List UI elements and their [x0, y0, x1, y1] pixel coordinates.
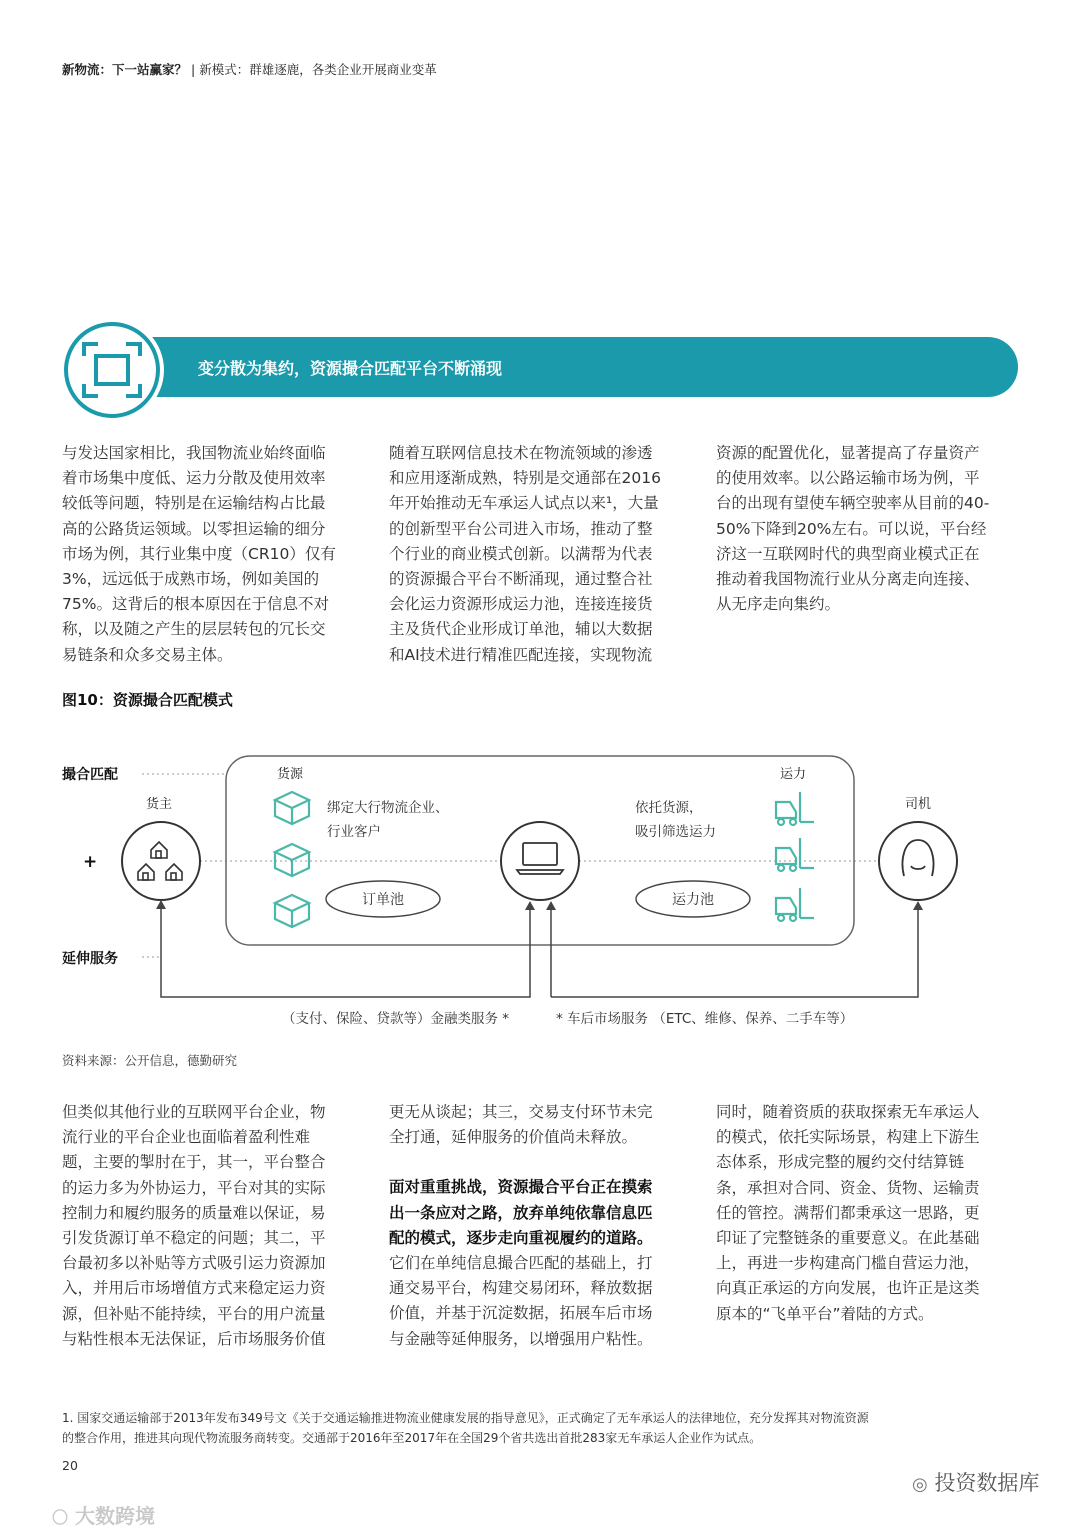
lower-column-3: 同时，随着资质的获取探索无车承运人 的模式，依托实际场景，构建上下游生 态体系，形成完整的履约交付结算链 条，承担对合同、资金、货物、运输责 任的管控。满帮们都秉承这一思路，更 印证了完整链条的重要意义。在此基础 上，再进一步构建高门槛自营运力池， 向真正承运的方向发展，也许正是这类 原本的“飞单平台”着陆的方式。: [716, 1103, 980, 1323]
banner-title: 变分散为集约，资源撮合匹配平台不断涌现: [198, 359, 503, 378]
package-icon: [275, 792, 309, 927]
figure-title: 图10：资源撮合匹配模式: [62, 691, 233, 709]
capacity-label: 运力: [780, 767, 807, 782]
cargo-source-text-2: 行业客户: [327, 824, 381, 840]
highlight-paragraph: 面对重重挑战，资源撮合平台正在摸索 出一条应对之路，放弃单纯依靠信息匹 配的模式，逐步走向重视履约的道路。: [389, 1178, 653, 1247]
capacity-text-1: 依托货源，: [635, 800, 703, 816]
header-subtitle: 新模式：群雄逐鹿，各类企业开展商业变革: [199, 62, 437, 77]
intro-column-2: 随着互联网信息技术在物流领域的渗透 和应用逐渐成熟，特别是交通部在2016 年开始推动无车承运人试点以来¹，大量 的创新型平台公司进入市场，推动了整 个行业的商业模式创新。以满帮为代表 的资源撮合平台不断涌现，通过整合社 会化运力资源形成运力池，连接连接货 主及货代企业形成订单池，辅以大数据 和AI技术进行精准匹配连接，实现物流: [389, 444, 661, 664]
cargo-source-label: 货源: [277, 767, 304, 782]
running-header: [62, 60, 437, 78]
forklift-icon: [776, 792, 814, 921]
matching-diagram: [0, 740, 1080, 1040]
row-label-plus: +: [83, 852, 98, 872]
lower-column-1: 但类似其他行业的互联网平台企业，物 流行业的平台企业也面临着盈利性难 题，主要的掣肘在于，其一，平台整合 的运力多为外协运力，平台对其的实际 控制力和履约服务的质量难以保证，易 引发货源订单不稳定的问题；其二，平 台最初多以补贴等方式吸引运力资源加 入，并用后市场增值方式来稳定运力资 源，但补贴不能持续，平台的用户流量 与粘性根本无法保证，后市场服务价值: [62, 1103, 326, 1348]
brand-logo-icon: 〇: [52, 1508, 69, 1527]
footnote: 1. 国家交通运输部于2013年发布349号文《关于交通运输推进物流业健康发展的指导意见》，正式确定了无车承运人的法律地位，充分发挥其对物流资源 的整合作用，推进其向现代物流服务商转变。交通部于2016年至2017年在全国29个省共选出首批283家无车承运人企业作为试点。: [62, 1411, 869, 1445]
arrow-heads: [156, 900, 923, 910]
brand-watermark: 〇 大数跨境: [52, 1504, 155, 1528]
cargo-source-text-1: 绑定大行物流企业、: [327, 800, 449, 816]
aftermarket-service-label: * 车后市场服务 （ETC、维修、保养、二手车等）: [556, 1011, 854, 1027]
header-title: 新物流：下一站赢家？: [62, 62, 188, 77]
row-label-extended: 延伸服务: [62, 951, 118, 967]
shipper-label: 货主: [146, 797, 173, 812]
driver-circle: [879, 822, 957, 900]
figure-source: 资料来源：公开信息，德勤研究: [62, 1053, 238, 1068]
finance-service-label: （支付、保险、贷款等）金融类服务 *: [282, 1011, 510, 1027]
order-pool-label: 订单池: [362, 892, 404, 908]
header-separator: |: [191, 62, 196, 77]
page-number: 20: [62, 1458, 78, 1473]
lower-column-2: 更无从谈起；其三，交易支付环节未完 全打通，延伸服务的价值尚未释放。 面对重重挑战，资源撮合平台正在摸索 出一条应对之路，放弃单纯依靠信息匹 配的模式，逐步走向重视履约的道路。 它们在单纯信息撮合匹配的基础上，打 通交易平台，构建交易闭环，释放数据 价值，并基于沉淀数据，拓展车后市场 与金融等延伸服务，以增强用户粘性。: [389, 1100, 689, 1352]
banner-icon-circle: [60, 318, 164, 422]
wechat-watermark: ◎ 投资数据库: [912, 1471, 1040, 1495]
driver-label: 司机: [905, 797, 932, 812]
focus-frame-icon: [60, 318, 164, 422]
intro-column-3: 资源的配置优化，显著提高了存量资产 的使用效率。以公路运输市场为例，平 台的出现有望使车辆空驶率从目前的40- 50%下降到20%左右。可以说，平台经 济这一互联网时代的典型商业模式正在 推动着我国物流行业从分离走向连接、 从无序走向集约。: [716, 444, 990, 614]
capacity-text-2: 吸引筛选运力: [635, 824, 716, 840]
row-label-matching: 撮合匹配: [62, 767, 118, 783]
wechat-icon: ◎: [912, 1474, 928, 1495]
shipper-circle: [122, 822, 200, 900]
capacity-pool-label: 运力池: [672, 892, 714, 908]
platform-circle: [501, 822, 579, 900]
intro-column-1: 与发达国家相比，我国物流业始终面临 着市场集中度低、运力分散及使用效率 较低等问题，特别是在运输结构占比最 高的公路货运领域。以零担运输的细分 市场为例，其行业集中度（CR10）仅有 3%，远远低于成熟市场，例如美国的 75%。这背后的根本原因在于信息不对 称，以及随之产生的层层转包的冗长交 易链条和众多交易主体。: [62, 444, 336, 664]
